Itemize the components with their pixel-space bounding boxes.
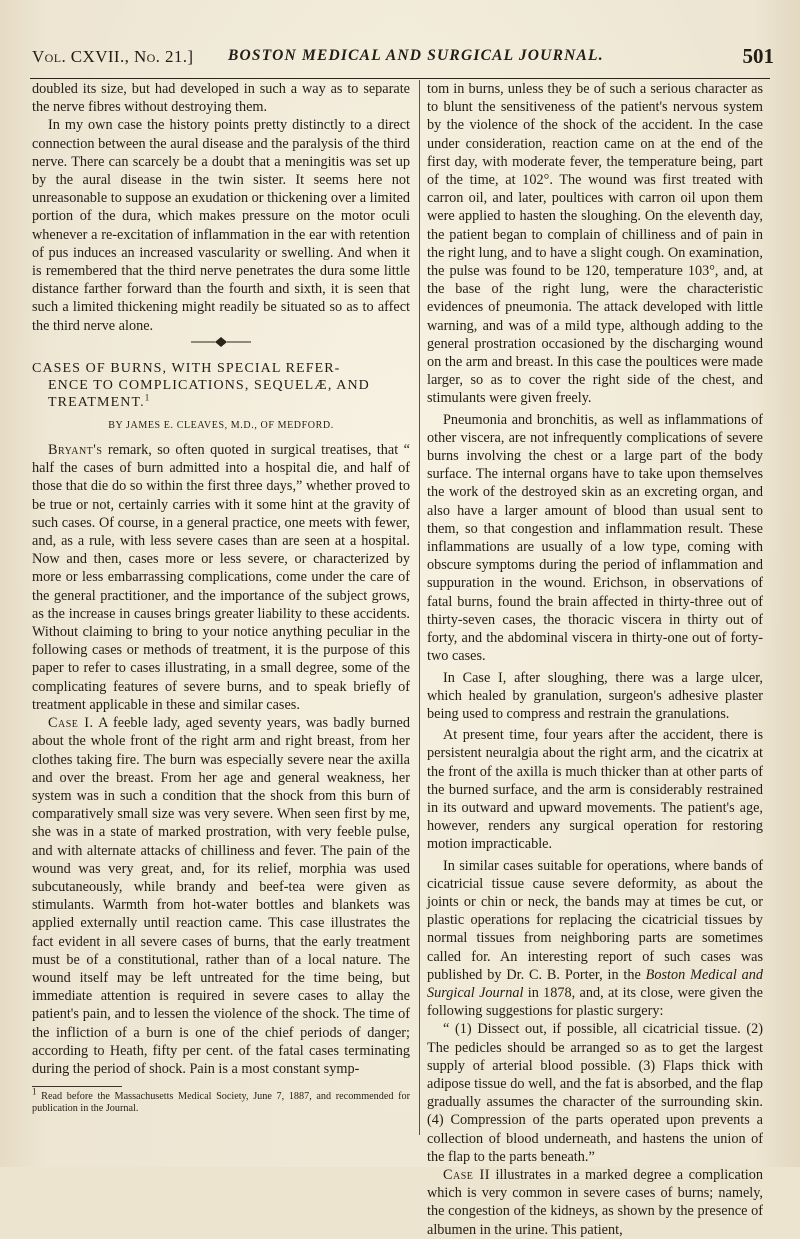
continued-paragraph: doubled its size, but had developed in such a way as to separate the nerve fibres without destroying them. xyxy=(32,81,410,116)
article-title-line: ENCE TO COMPLICATIONS, SEQUELÆ, AND xyxy=(48,377,370,393)
complications-paragraph: Pneumonia and bronchitis, as well as inflammations of other viscera, are not infrequently complications of severe burns involving the chest or a large part of the body surface. The internal organs have to take upon themselves the work of the destroyed skin as an excreting organ, and also have a larger amount of blood than usual sent to them, so that congestion and inflammation result. These inflammations are usually of a low type, coming with obscure symptoms during the period of inflammation and suppuration in the wound. Erichson, in observations of fatal burns, found the brain affected in thirty-three out of thirty-seven cases, the thoracic viscera in thirty out of forty, and the abdominal viscera in thirty-one out of forty-two cases. xyxy=(427,411,763,665)
case-one-text: A feeble lady, aged seventy years, was badly burned about the whole front of the right arm and right breast, from her clothes taking fire. The burn was especially severe near the axilla and over the breast. From her age and general weakness, her system was in such a condition that the shock from this burn of comparatively small size was very severe. When seen first by me, she was in a state of marked prostration, with very feeble pulse, and with alternate attacks of chilliness and fever. The pain of the wound was very great, and, for its relief, morphia was used subcutaneously, while brandy and beef-tea were given as stimulants. Warmth from hot-water bottles and blankets was applied externally until reaction came. This case illustrates the fact evident in all severe cases of burns, that the early treatment must be of a constitutional, rather than of a local nature. The wound itself may be left untreated for the time being, but immediate attention is required in severe cases to allay the patient's pain, and to lessen the violence of the shock. The time of the infliction of a burn is one of the chief periods of danger; according to Heath, fifty per cent. of the fatal cases terminating during the period of shock. Pain is a most constant symp- xyxy=(32,715,410,1077)
volume-issue: Vol. CXVII., No. 21.] xyxy=(32,47,194,66)
footnote-number: 1 xyxy=(32,1086,37,1097)
article-title-line xyxy=(32,394,410,411)
case-two-paragraph xyxy=(427,1166,763,1239)
case-one-continued-paragraph: tom in burns, unless they be of such a serious character as to blunt the sensitiveness of the patient's nervous system by the violence of the shock of the accident. In the case under consideration, reaction came on at the end of the first day, with moderate fever, the temperature being, part of the time, at 102°. The wound was first treated with carron oil, and later, poultices with carron oil upon them were applied to hasten the sloughing. On the eleventh day, the patient began to complain of chilliness and of pain in the right lung, and to have a slight cough. On examination, the pulse was found to be 120, temperature 103°, and, at the base of the right lung, were the characteristic evidences of pneumonia. The attack developed with little warning, and was of a mild type, although adding to the general prostration occasioned by the discharging wound on the arm and breast. In this case the poultices were made larger, so as to cover the right side of the chest, and stimulants were given freely. xyxy=(427,81,763,407)
intro-paragraph xyxy=(32,441,410,714)
left-column xyxy=(32,80,410,1115)
page-number: 501 xyxy=(742,44,774,68)
case-two-label: Case II xyxy=(443,1166,490,1183)
case-one-label: Case I. xyxy=(48,715,94,732)
plastic-surgery-text-end: in 1878, and, at its close, were given the following suggestions for plastic surgery: xyxy=(427,984,763,1020)
journal-reference: Boston Medical and Surgical Journal xyxy=(427,966,764,1001)
article-title xyxy=(32,360,410,411)
header-rule xyxy=(30,78,770,79)
intro-lead-word: Bryant's xyxy=(48,442,103,459)
present-time-paragraph: At present time, four years after the accident, there is persistent neuralgia about the right arm, and the cicatrix at the front of the axilla is much thicker than at other parts of the burned surface, and the arm is considerably restrained in its outward and upward movements. The patient's age, however, renders any surgical operation for restoring motion impracticable. xyxy=(427,727,763,853)
plastic-surgery-text-start: In similar cases suitable for operations, where bands of cicatricial tissue cause severe deformity, as about the joints or chin or neck, the bands may at times be cut, or plastic operations for replacing the cicatricial tissues by normal tissues from neighboring parts are sometimes called for. An interesting report of such cases was published by Dr. C. B. Porter, in the xyxy=(427,857,763,983)
intro-text: remark, so often quoted in surgical treatises, that “ half the cases of burn admitted into a hospital die, and half of those that die do so within the first three days,” whether proved to be true or not, certainly carries with it some hint at the gravity of such cases. Of course, in a general practice, one meets with fewer, and, as a rule, with less severe cases than are seen at a hospital. Now and then, cases more or less severe, or characterized by more or less embarrassing complications, come under the care of the general practitioner, and the importance of the subject grows, as the increase in causes brings greater liability to these accidents. Without claiming to bring to your notice anything peculiar in the following cases or methods of treatment, it is the purpose of this paper to refer to cases illustrating, in a small degree, some of the complicating features of severe burns, and to speak briefly of treatment applicable in these and similar cases. xyxy=(32,442,410,713)
article-title-line-3: TREATMENT. xyxy=(48,394,145,410)
right-column xyxy=(427,80,763,1239)
quoted-suggestions: “ (1) Dissect out, if possible, all cicatricial tissue. (2) The pedicles should be arranged so as to get the largest supply of arterial blood possible. (3) Flaps thick with adipose tissue do well, and the fat is absorbed, and the flap gradually assumes the character of the surrounding skin. (4) Compression of the parts operated upon prevents a collection of blood underneath, and hastens the union of the flap to the parts beneath.” xyxy=(427,1021,763,1165)
plastic-surgery-paragraph xyxy=(427,857,763,1021)
column-divider xyxy=(419,80,420,1135)
article-title-line: CASES OF BURNS, WITH SPECIAL REFER- xyxy=(32,360,341,376)
ulcer-paragraph: In Case I, after sloughing, there was a large ulcer, which healed by granulation, surgeon's adhesive plaster being used to compress and restrain the granulations. xyxy=(427,669,763,722)
case-one-paragraph xyxy=(32,714,410,1078)
ornament-divider-icon xyxy=(189,336,253,348)
case-two-text: illustrates in a marked degree a complication which is very common in severe cases of burns; namely, the congestion of the kidneys, as shown by the presence of albumen in the urine. This patient, xyxy=(427,1166,763,1238)
section-ornament xyxy=(32,336,410,348)
footnote-marker: 1 xyxy=(144,392,151,403)
footnote xyxy=(32,1086,411,1115)
author-byline: BY JAMES E. CLEAVES, M.D., OF MEDFORD. xyxy=(108,419,334,431)
conclusion-paragraph: In my own case the history points pretty distinctly to a direct connection between the aural disease and the paralysis of the third nerve. There can scarcely be a doubt that a meningitis was set up by the aural disease in the twin sister. It seems here not unreasonable to suppose an exudation or thickening over a limited portion of the dura, which makes pressure on the motor oculi whenever a re-excitation of inflammation in the ear with retention of pus induces an increased vascularity or swelling. And when it is remembered that the third nerve penetrates the dura some little distance farther forward than the fourth and sixth, it is seen that such a limited thickening might readily be situated so as to affect the third nerve alone. xyxy=(32,117,410,334)
footnote-text: Read before the Massachusetts Medical Society, June 7, 1887, and recommended for publication in the Journal. xyxy=(32,1091,411,1115)
journal-title: BOSTON MEDICAL AND SURGICAL JOURNAL. xyxy=(228,47,604,64)
footnote-rule xyxy=(32,1086,122,1087)
running-header xyxy=(32,44,780,74)
